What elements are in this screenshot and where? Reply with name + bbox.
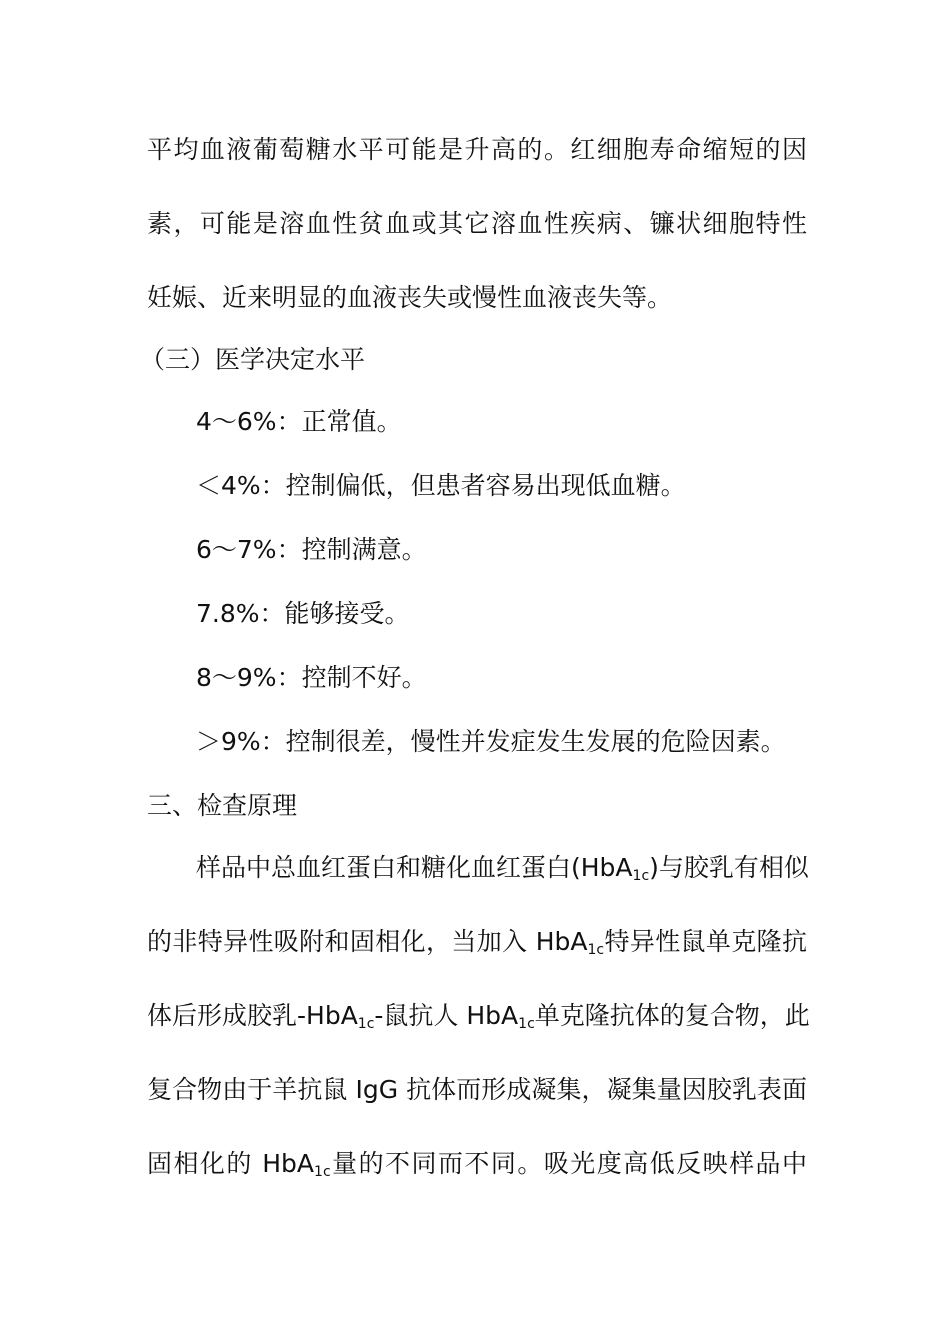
principle-line-1 [196,851,807,885]
decision-level-item-6: ＞9%：控制很差，慢性并发症发生发展的危险因素。 [196,727,786,756]
decision-level-item-1: 4～6%：正常值。 [196,407,402,436]
subscript-1c: 1c [518,1016,535,1032]
principle-line-3-part-a: 体后形成胶乳-HbA [147,1001,358,1030]
principle-line-2 [147,925,807,959]
subscript-1c: 1c [632,868,650,884]
principle-line-5-part-b: 量的不同而不同。吸光度高低反映样品中 [330,1149,807,1178]
principle-line-3-part-b: -鼠抗人 HbA [374,1001,519,1030]
subscript-1c: 1c [587,942,605,958]
decision-level-item-2: ＜4%：控制偏低，但患者容易出现低血糖。 [196,471,686,500]
principle-line-1-part-a: 样品中总血红蛋白和糖化血红蛋白(HbA [196,853,633,882]
principle-line-3 [147,999,810,1033]
principle-line-2-part-b: 特异性鼠单克隆抗 [604,927,807,956]
subsection-title: （三）医学决定水平 [140,345,366,374]
decision-level-item-3: 6～7%：控制满意。 [196,535,427,564]
principle-line-5-part-a: 固相化的 HbA [147,1149,315,1178]
subscript-1c: 1c [357,1016,375,1032]
section-title: 三、检查原理 [147,791,298,820]
subscript-1c: 1c [314,1164,331,1180]
principle-line-1-part-b: )与胶乳有相似 [649,853,809,882]
principle-line-2-part-a: 的非特异性吸附和固相化，当加入 HbA [147,927,588,956]
paragraph-1-line-2: 素，可能是溶血性贫血或其它溶血性疾病、镰状细胞特性 [147,209,807,238]
decision-level-item-5: 8～9%：控制不好。 [196,663,427,692]
principle-line-4: 复合物由于羊抗鼠 IgG 抗体而形成凝集，凝集量因胶乳表面 [147,1075,807,1104]
decision-level-item-4: 7.8%：能够接受。 [196,599,410,628]
paragraph-1-line-3: 妊娠、近来明显的血液丧失或慢性血液丧失等。 [147,283,673,312]
paragraph-1-line-1: 平均血液葡萄糖水平可能是升高的。红细胞寿命缩短的因 [147,135,807,164]
principle-line-3-part-c: 单克隆抗体的复合物，此 [534,1001,810,1030]
principle-line-5 [147,1147,807,1181]
